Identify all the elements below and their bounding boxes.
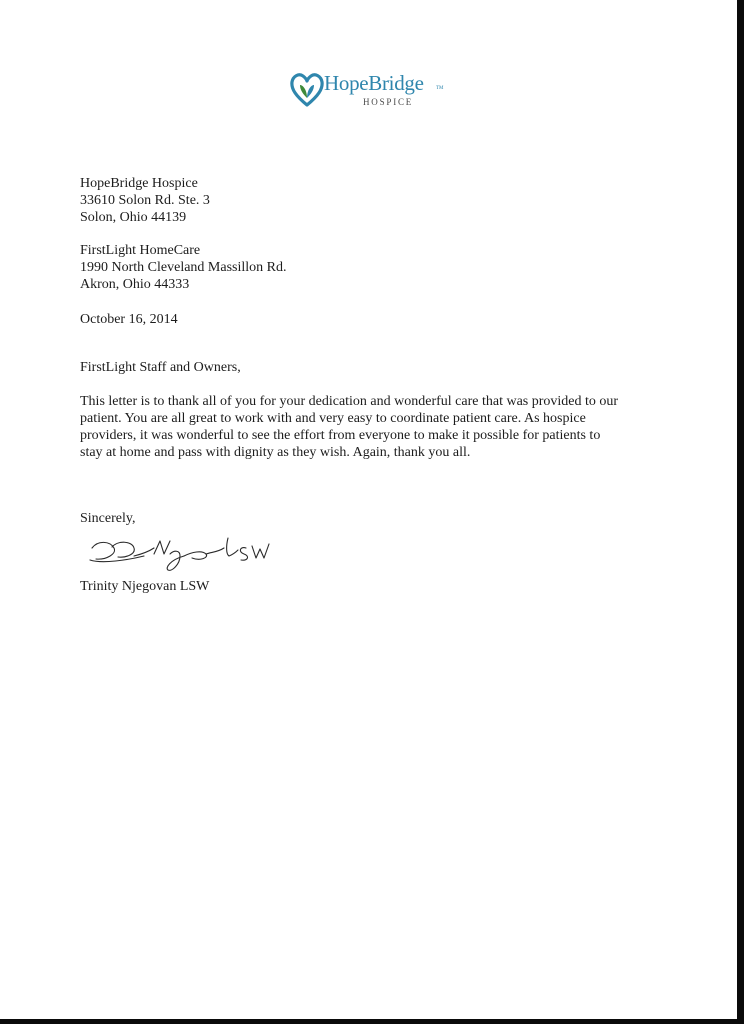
scan-edge-right bbox=[737, 0, 744, 1024]
sender-name: HopeBridge Hospice bbox=[80, 176, 198, 191]
recipient-street: 1990 North Cleveland Massillon Rd. bbox=[80, 260, 287, 275]
letter-date: October 16, 2014 bbox=[80, 312, 178, 327]
signer-name: Trinity Njegovan LSW bbox=[80, 579, 210, 594]
recipient-name: FirstLight HomeCare bbox=[80, 243, 201, 258]
heart-leaf-icon bbox=[290, 72, 324, 108]
body-line: providers, it was wonderful to see the effort from everyone to make it possible for patients to bbox=[80, 428, 601, 443]
scan-edge-bottom bbox=[0, 1019, 744, 1024]
logo-subtitle: HOSPICE bbox=[363, 97, 414, 107]
hopebridge-logo bbox=[290, 70, 450, 112]
sender-street: 33610 Solon Rd. Ste. 3 bbox=[80, 193, 210, 208]
sender-city: Solon, Ohio 44139 bbox=[80, 210, 187, 225]
handwritten-signature bbox=[88, 530, 278, 574]
body-line: This letter is to thank all of you for your dedication and wonderful care that was provided to our bbox=[80, 394, 619, 409]
body-line: patient. You are all great to work with and very easy to coordinate patient care. As hospice bbox=[80, 411, 586, 426]
body-line: stay at home and pass with dignity as they wish. Again, thank you all. bbox=[80, 445, 471, 460]
closing: Sincerely, bbox=[80, 511, 136, 526]
logo-name: HopeBridge bbox=[324, 71, 424, 95]
salutation: FirstLight Staff and Owners, bbox=[80, 360, 241, 375]
logo-trademark: TM bbox=[436, 86, 444, 91]
recipient-city: Akron, Ohio 44333 bbox=[80, 277, 190, 292]
